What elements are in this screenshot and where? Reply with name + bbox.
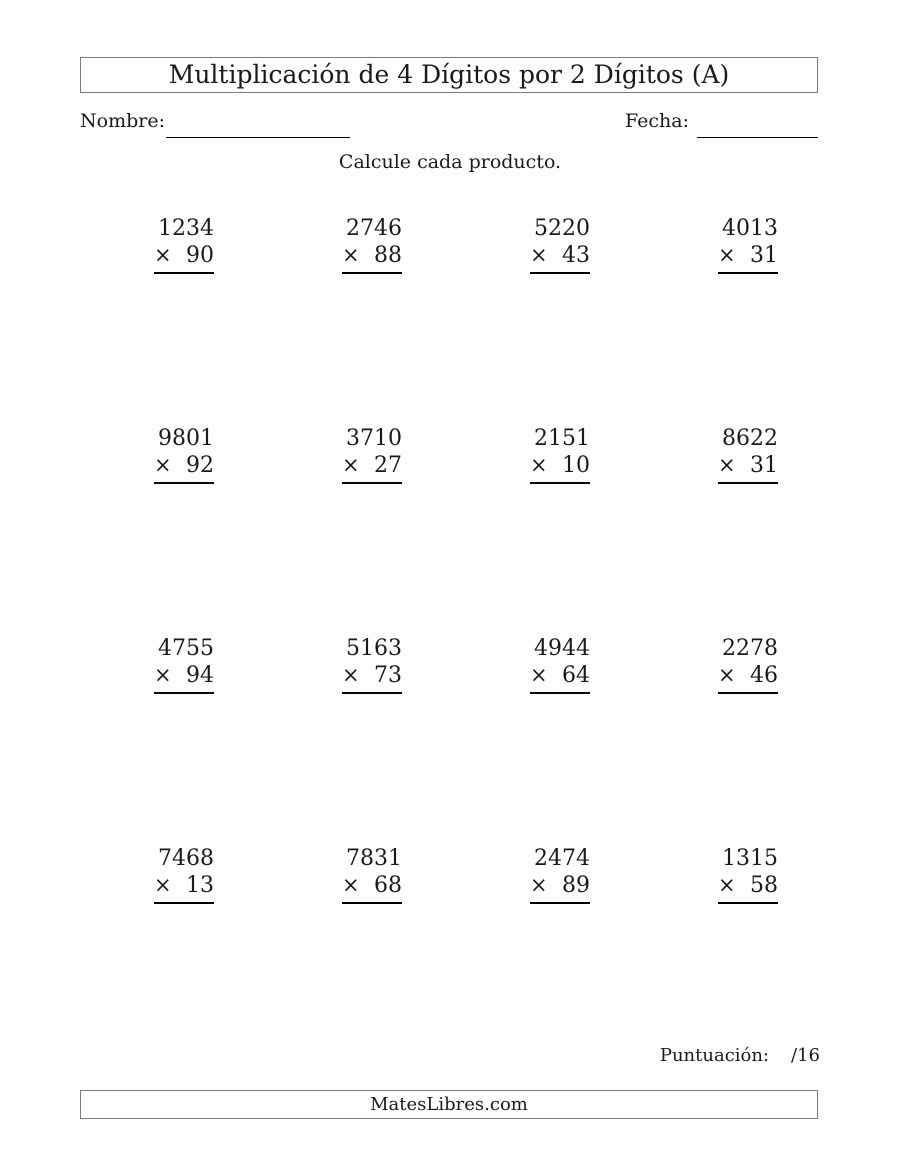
multiplicand: 4755: [158, 636, 214, 661]
multiplier-row: [718, 242, 778, 269]
multiply-icon: ×: [154, 243, 172, 267]
multiply-icon: ×: [154, 663, 172, 687]
multiplier: 27: [374, 453, 402, 478]
multiply-icon: ×: [718, 243, 736, 267]
multiplier-row: [530, 452, 590, 479]
multiplier-row: [342, 872, 402, 899]
multiplier: 90: [186, 243, 214, 268]
multiplicand: 2746: [346, 216, 402, 241]
multiplier: 31: [750, 243, 778, 268]
multiplier-row: [718, 452, 778, 479]
multiplication-problem: [530, 216, 590, 274]
multiplication-problem: [342, 426, 402, 484]
multiplication-problem: [718, 216, 778, 274]
score-row: [660, 1045, 820, 1066]
name-label: Nombre:: [80, 110, 165, 132]
multiplication-problem: [342, 636, 402, 694]
multiplicand: 2151: [534, 426, 590, 451]
multiplier: 92: [186, 453, 214, 478]
multiplier: 46: [750, 663, 778, 688]
multiplication-problem: [342, 846, 402, 904]
multiplicand: 2474: [534, 846, 590, 871]
multiplication-problem: [718, 846, 778, 904]
multiplication-problem: [154, 216, 214, 274]
multiplier: 88: [374, 243, 402, 268]
multiplicand: 4944: [534, 636, 590, 661]
multiply-icon: ×: [718, 873, 736, 897]
worksheet-title-box: [80, 57, 818, 93]
multiplicand: 5220: [534, 216, 590, 241]
multiplier: 64: [562, 663, 590, 688]
multiplication-problem: [718, 636, 778, 694]
multiplier-row: [154, 872, 214, 899]
multiplier-row: [718, 872, 778, 899]
multiplicand: 7468: [158, 846, 214, 871]
multiplier-row: [154, 242, 214, 269]
multiplier: 10: [562, 453, 590, 478]
multiply-icon: ×: [154, 453, 172, 477]
multiplication-problem: [154, 846, 214, 904]
multiplier: 43: [562, 243, 590, 268]
multiplication-problem: [530, 426, 590, 484]
name-blank-line: [166, 122, 350, 138]
multiplication-problem: [718, 426, 778, 484]
multiplicand: 5163: [346, 636, 402, 661]
multiplier-row: [342, 242, 402, 269]
multiplication-problem: [530, 636, 590, 694]
multiply-icon: ×: [530, 243, 548, 267]
multiplication-problem: [342, 216, 402, 274]
multiplicand: 3710: [346, 426, 402, 451]
multiplicand: 1234: [158, 216, 214, 241]
multiplicand: 1315: [722, 846, 778, 871]
score-value: /16: [791, 1045, 820, 1066]
date-label: Fecha:: [625, 110, 689, 132]
multiply-icon: ×: [718, 663, 736, 687]
multiplicand: 9801: [158, 426, 214, 451]
multiply-icon: ×: [154, 873, 172, 897]
multiplier: 31: [750, 453, 778, 478]
multiplicand: 2278: [722, 636, 778, 661]
multiplier-row: [718, 662, 778, 689]
multiplication-problem: [154, 426, 214, 484]
multiplicand: 4013: [722, 216, 778, 241]
instruction-text: Calcule cada producto.: [338, 151, 562, 173]
multiplier: 89: [562, 873, 590, 898]
multiply-icon: ×: [342, 453, 360, 477]
footer-box: [80, 1090, 818, 1119]
multiplier: 94: [186, 663, 214, 688]
multiplier-row: [530, 872, 590, 899]
multiply-icon: ×: [342, 873, 360, 897]
page-title: Multiplicación de 4 Dígitos por 2 Dígitos (A): [168, 60, 730, 89]
multiplier-row: [154, 662, 214, 689]
multiplier-row: [530, 662, 590, 689]
multiplication-problem: [530, 846, 590, 904]
multiply-icon: ×: [530, 873, 548, 897]
multiply-icon: ×: [530, 453, 548, 477]
multiply-icon: ×: [718, 453, 736, 477]
multiplier: 13: [186, 873, 214, 898]
score-label: Puntuación:: [659, 1045, 770, 1066]
multiply-icon: ×: [342, 243, 360, 267]
multiplier-row: [154, 452, 214, 479]
footer-site-name: MatesLibres.com: [370, 1094, 528, 1115]
multiplier: 68: [374, 873, 402, 898]
multiply-icon: ×: [530, 663, 548, 687]
problems-grid: [90, 216, 842, 904]
date-blank-line: [697, 122, 818, 138]
multiplier-row: [530, 242, 590, 269]
multiplicand: 7831: [346, 846, 402, 871]
multiply-icon: ×: [342, 663, 360, 687]
multiplier-row: [342, 662, 402, 689]
multiplication-problem: [154, 636, 214, 694]
multiplier: 73: [374, 663, 402, 688]
multiplier: 58: [750, 873, 778, 898]
multiplicand: 8622: [722, 426, 778, 451]
multiplier-row: [342, 452, 402, 479]
